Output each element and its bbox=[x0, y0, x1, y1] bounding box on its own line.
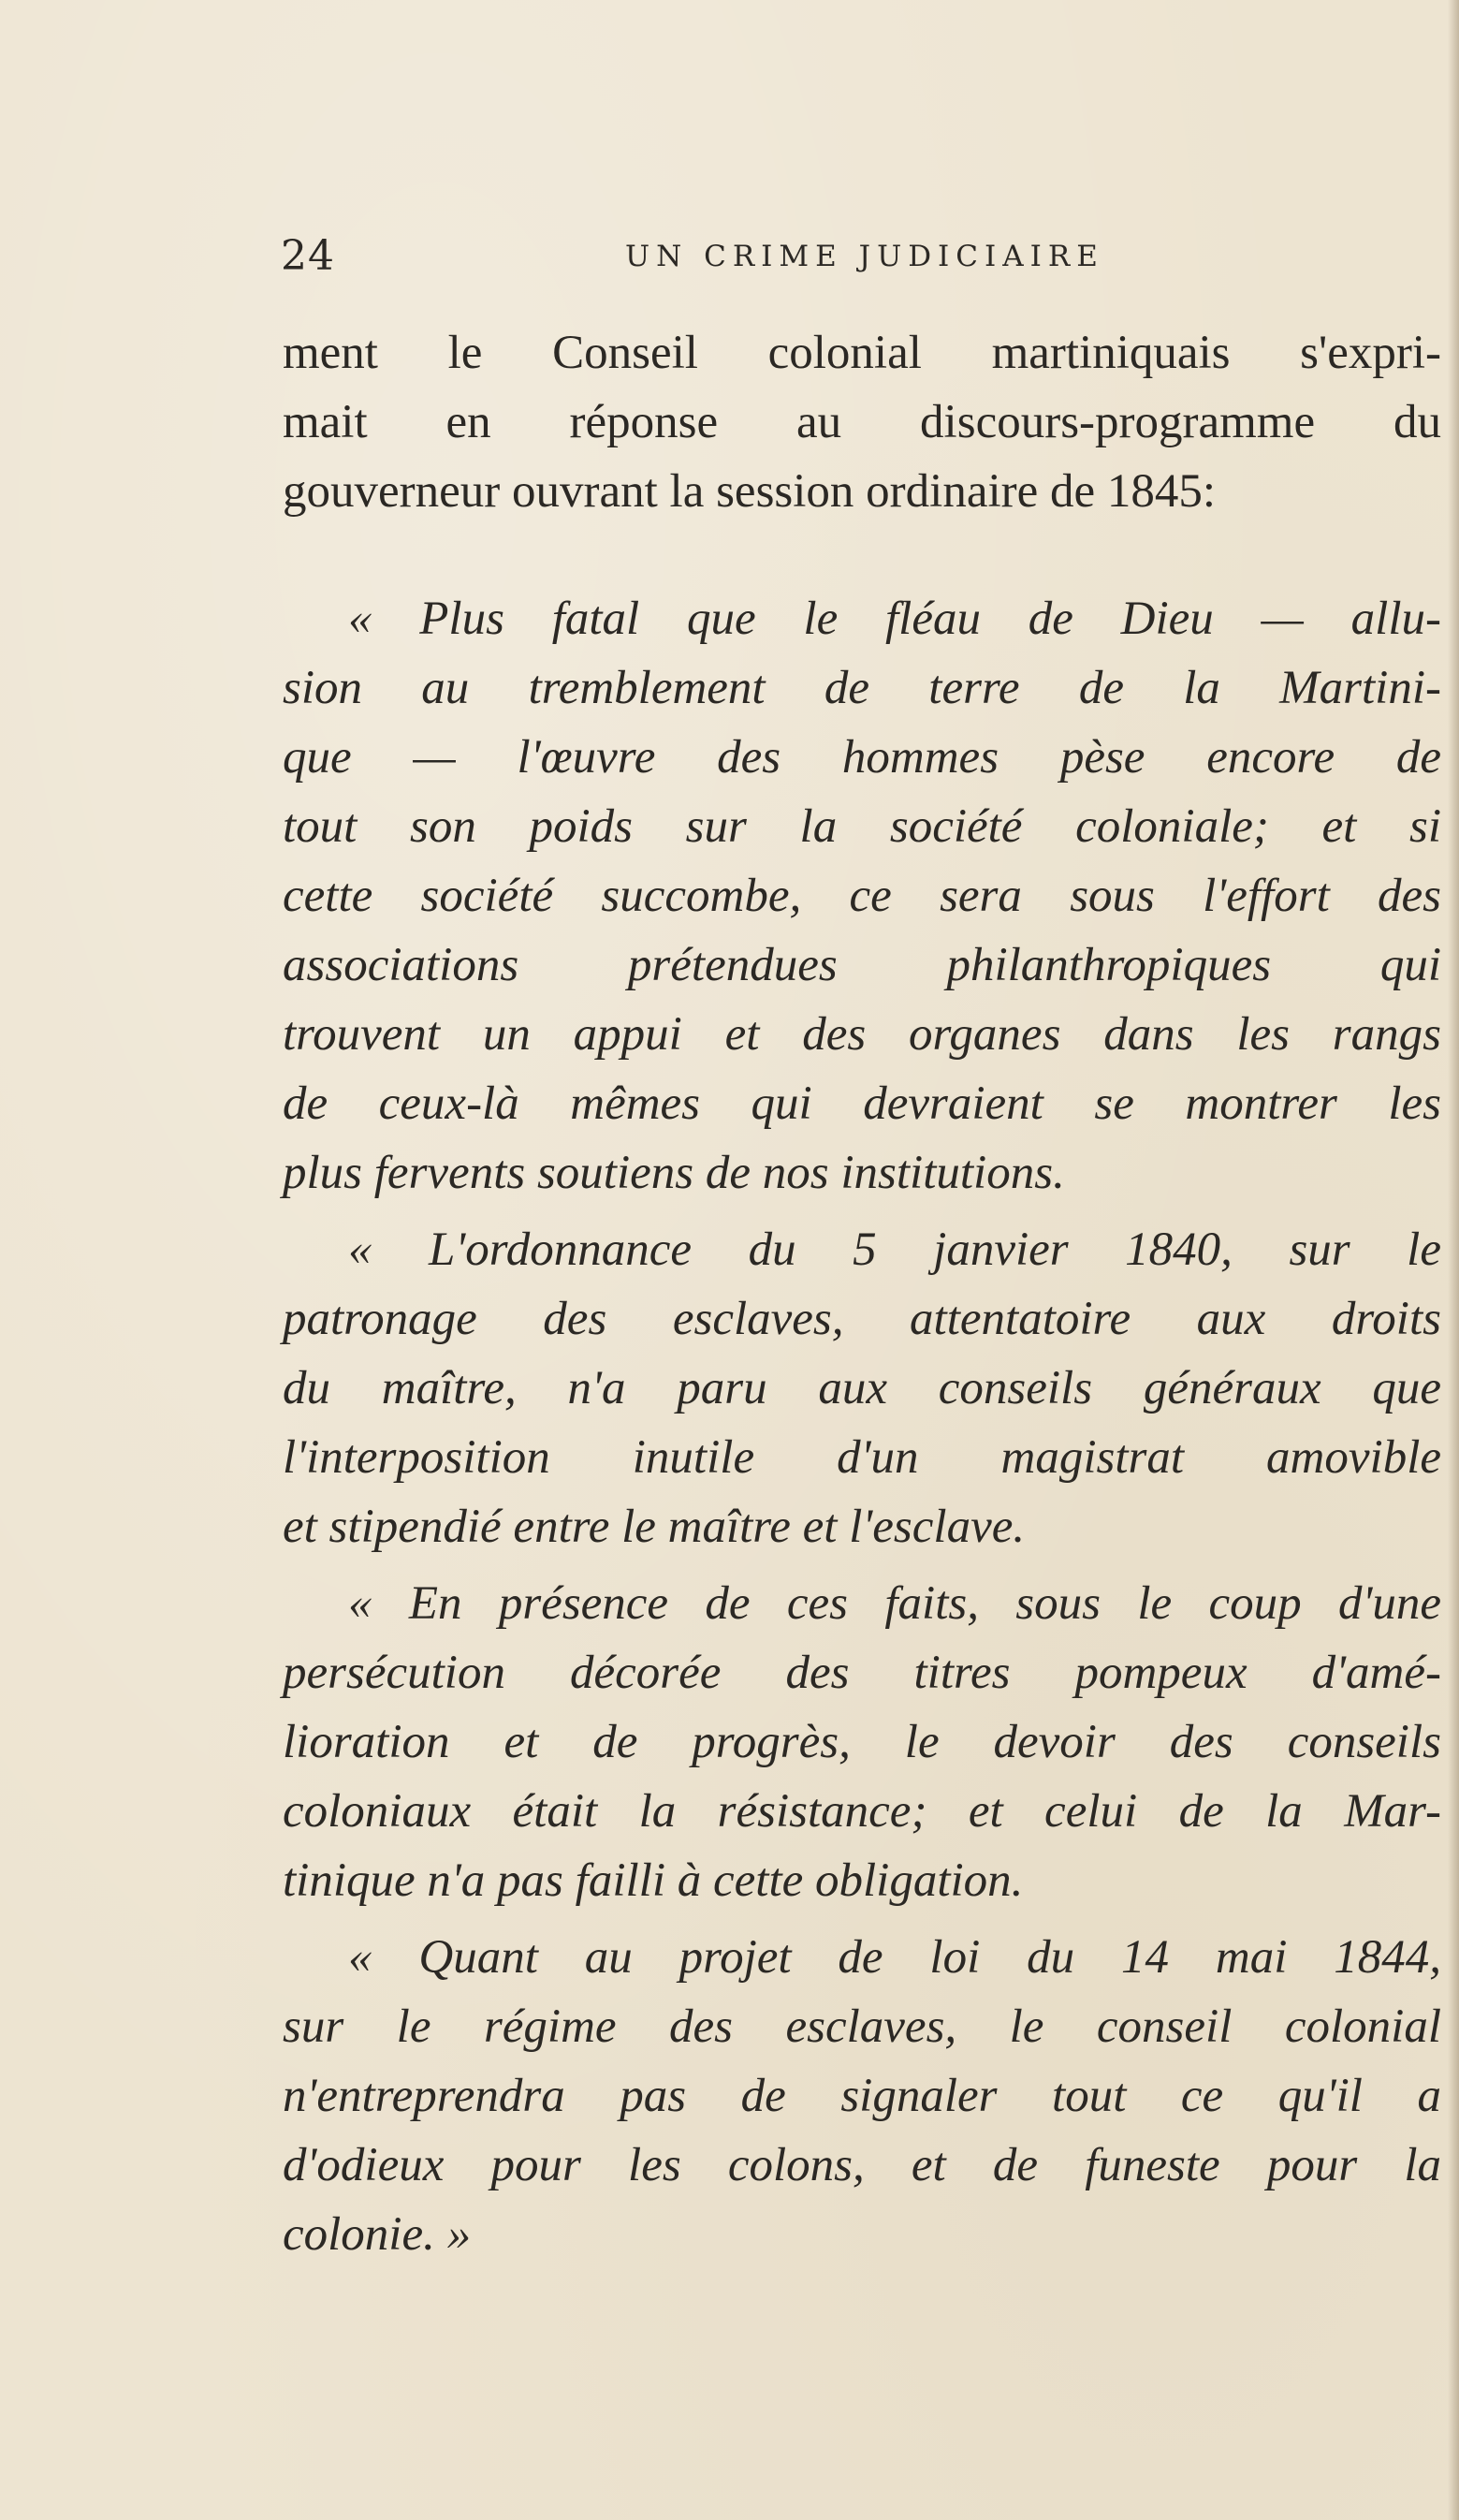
text-line: mait en réponse au discours-programme du bbox=[283, 396, 1441, 448]
text-line: du maître, n'a paru aux conseils généraux que bbox=[283, 1362, 1441, 1414]
text-line: coloniaux était la résistance; et celui de la Mar- bbox=[283, 1785, 1441, 1838]
text-line: persécution décorée des titres pompeux d'amé- bbox=[283, 1647, 1441, 1699]
text-line: associations prétendues philanthropiques qui bbox=[283, 939, 1441, 991]
text-line: tinique n'a pas failli à cette obligation. bbox=[283, 1854, 1024, 1907]
text-line: et stipendié entre le maître et l'esclave. bbox=[283, 1501, 1026, 1553]
text-line: l'interposition inutile d'un magistrat amovible bbox=[283, 1431, 1441, 1484]
quote-paragraph bbox=[283, 1569, 1441, 1915]
text-line: « L'ordonnance du 5 janvier 1840, sur le bbox=[348, 1223, 1441, 1276]
text-line: « En présence de ces faits, sous le coup d'une bbox=[348, 1577, 1441, 1630]
page-edge-shadow bbox=[1448, 0, 1459, 2520]
running-head bbox=[281, 232, 1443, 288]
text-line: « Quant au projet de loi du 14 mai 1844, bbox=[348, 1931, 1441, 1984]
text-line: patronage des esclaves, attentatoire aux droits bbox=[283, 1293, 1441, 1345]
quote-paragraph bbox=[283, 584, 1441, 1208]
text-line: n'entreprendra pas de signaler tout ce qu'il a bbox=[283, 2070, 1441, 2122]
intro-paragraph bbox=[283, 318, 1441, 526]
text-line: d'odieux pour les colons, et de funeste pour la bbox=[283, 2139, 1441, 2191]
text-line: tout son poids sur la société coloniale; et si bbox=[283, 800, 1441, 853]
quote-paragraph bbox=[283, 1215, 1441, 1561]
text-line: sion au tremblement de terre de la Martini- bbox=[283, 662, 1441, 714]
text-line: de ceux-là mêmes qui devraient se montrer les bbox=[283, 1077, 1441, 1130]
running-title: UN CRIME JUDICIAIRE bbox=[625, 240, 1104, 273]
text-line: lioration et de progrès, le devoir des conseils bbox=[283, 1716, 1441, 1768]
text-line: colonie. » bbox=[283, 2208, 472, 2261]
text-line: plus fervents soutiens de nos institutions. bbox=[283, 1147, 1065, 1199]
text-line: cette société succombe, ce sera sous l'effort des bbox=[283, 870, 1441, 922]
text-line: ment le Conseil colonial martiniquais s'expri- bbox=[283, 327, 1441, 379]
quote-paragraph bbox=[283, 1923, 1441, 2269]
text-block bbox=[283, 318, 1441, 2269]
text-line: « Plus fatal que le fléau de Dieu — allu- bbox=[348, 593, 1441, 645]
text-line: que — l'œuvre des hommes pèse encore de bbox=[283, 731, 1441, 784]
text-line: trouvent un appui et des organes dans les rangs bbox=[283, 1008, 1441, 1061]
text-line: sur le régime des esclaves, le conseil colonial bbox=[283, 2000, 1441, 2053]
page-number: 24 bbox=[281, 232, 335, 280]
text-line: gouverneur ouvrant la session ordinaire de 1845: bbox=[283, 465, 1217, 518]
